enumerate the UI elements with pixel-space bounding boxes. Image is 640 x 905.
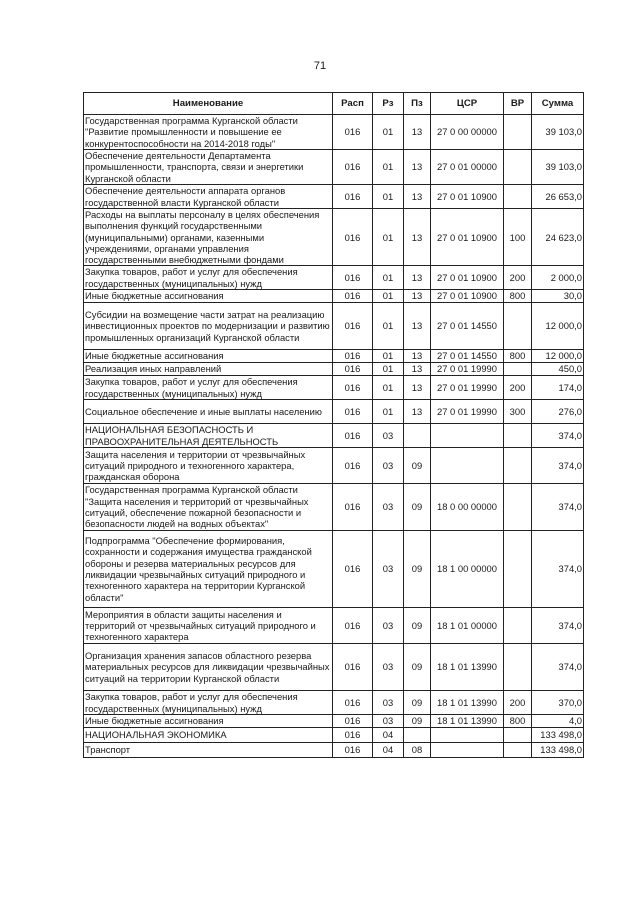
row-csr-cell: 27 0 01 19990 (431, 376, 504, 400)
header-vr: ВР (504, 93, 532, 115)
row-csr-cell: 18 1 01 13990 (431, 715, 504, 728)
row-rz-cell: 01 (373, 290, 404, 303)
row-pz-cell (404, 728, 431, 743)
row-rasp-cell: 016 (333, 376, 373, 400)
row-sum-cell: 12 000,0 (532, 303, 584, 350)
row-vr-cell (504, 424, 532, 448)
row-rasp-cell: 016 (333, 185, 373, 209)
header-rz: Рз (373, 93, 404, 115)
row-vr-cell: 200 (504, 691, 532, 715)
row-sum-cell: 2 000,0 (532, 266, 584, 290)
row-sum-cell: 374,0 (532, 531, 584, 608)
row-csr-cell (431, 728, 504, 743)
row-csr-cell: 27 0 01 00000 (431, 150, 504, 185)
table-row (84, 691, 584, 715)
row-vr-cell (504, 644, 532, 691)
row-pz-cell: 13 (404, 376, 431, 400)
table-row (84, 376, 584, 400)
row-name-cell: Иные бюджетные ассигнования (84, 715, 333, 728)
table-row (84, 484, 584, 531)
row-rasp-cell: 016 (333, 303, 373, 350)
row-sum-cell: 133 498,0 (532, 728, 584, 743)
row-sum-cell: 30,0 (532, 290, 584, 303)
row-rasp-cell: 016 (333, 608, 373, 644)
row-sum-cell: 39 103,0 (532, 115, 584, 150)
row-csr-cell: 18 0 00 00000 (431, 484, 504, 531)
table-row (84, 350, 584, 363)
table-row (84, 363, 584, 376)
row-csr-cell: 27 0 00 00000 (431, 115, 504, 150)
row-vr-cell (504, 448, 532, 484)
row-rz-cell: 01 (373, 376, 404, 400)
row-rasp-cell: 016 (333, 728, 373, 743)
row-pz-cell: 13 (404, 185, 431, 209)
row-rasp-cell: 016 (333, 150, 373, 185)
row-name-cell: Защита населения и территории от чрезвычайных ситуаций природного и техногенного характера, гражданская оборона (84, 448, 333, 484)
row-vr-cell: 800 (504, 290, 532, 303)
row-name-cell: Транспорт (84, 743, 333, 758)
row-vr-cell: 200 (504, 266, 532, 290)
row-rz-cell: 01 (373, 350, 404, 363)
row-pz-cell: 13 (404, 266, 431, 290)
row-name-cell: Подпрограмма "Обеспечение формирования, сохранности и содержания имущества гражданской обороны и резерва материальных ресурсов для ликвидации чрезвычайных ситуаций природного и техногенного характера на территории Курганской области" (84, 531, 333, 608)
row-rz-cell: 01 (373, 363, 404, 376)
row-pz-cell: 09 (404, 715, 431, 728)
table-row (84, 266, 584, 290)
row-rasp-cell: 016 (333, 424, 373, 448)
row-vr-cell: 800 (504, 715, 532, 728)
row-rasp-cell: 016 (333, 531, 373, 608)
row-pz-cell: 09 (404, 448, 431, 484)
page-number: 71 (313, 60, 327, 72)
row-csr-cell (431, 743, 504, 758)
row-pz-cell: 09 (404, 531, 431, 608)
table-row (84, 728, 584, 743)
table-row (84, 209, 584, 266)
row-rz-cell: 04 (373, 743, 404, 758)
table-row (84, 448, 584, 484)
budget-table (83, 92, 584, 758)
row-vr-cell: 200 (504, 376, 532, 400)
table-row (84, 608, 584, 644)
row-rz-cell: 03 (373, 531, 404, 608)
row-rasp-cell: 016 (333, 400, 373, 424)
header-rasp: Расп (333, 93, 373, 115)
table-row (84, 644, 584, 691)
row-name-cell: Закупка товаров, работ и услуг для обеспечения государственных (муниципальных) нужд (84, 266, 333, 290)
row-vr-cell (504, 608, 532, 644)
row-rz-cell: 01 (373, 209, 404, 266)
row-sum-cell: 24 623,0 (532, 209, 584, 266)
row-rasp-cell: 016 (333, 266, 373, 290)
table-row (84, 424, 584, 448)
row-csr-cell: 27 0 01 19990 (431, 400, 504, 424)
row-pz-cell: 13 (404, 209, 431, 266)
row-sum-cell: 374,0 (532, 448, 584, 484)
row-csr-cell: 27 0 01 10900 (431, 290, 504, 303)
row-pz-cell: 13 (404, 350, 431, 363)
row-sum-cell: 39 103,0 (532, 150, 584, 185)
row-sum-cell: 12 000,0 (532, 350, 584, 363)
row-rasp-cell: 016 (333, 644, 373, 691)
row-vr-cell: 100 (504, 209, 532, 266)
row-vr-cell (504, 185, 532, 209)
row-rz-cell: 04 (373, 728, 404, 743)
row-rz-cell: 03 (373, 608, 404, 644)
row-vr-cell: 800 (504, 350, 532, 363)
row-rz-cell: 01 (373, 115, 404, 150)
row-rz-cell: 03 (373, 715, 404, 728)
table-row (84, 400, 584, 424)
row-pz-cell: 09 (404, 608, 431, 644)
row-name-cell: Государственная программа Курганской области "Защита населения и территорий от чрезвычайных ситуаций, обеспечение пожарной безопасности и безопасности людей на водных объектах" (84, 484, 333, 531)
row-pz-cell: 13 (404, 363, 431, 376)
row-name-cell: Расходы на выплаты персоналу в целях обеспечения выполнения функций государственными (муниципальными) органами, казенными учреждениями, органами управления государственными внебюджетными фондами (84, 209, 333, 266)
header-sum: Сумма (532, 93, 584, 115)
row-rz-cell: 01 (373, 400, 404, 424)
header-pz: Пз (404, 93, 431, 115)
row-rz-cell: 03 (373, 424, 404, 448)
row-name-cell: Иные бюджетные ассигнования (84, 350, 333, 363)
row-rasp-cell: 016 (333, 363, 373, 376)
table-row (84, 290, 584, 303)
row-vr-cell (504, 150, 532, 185)
row-csr-cell: 27 0 01 10900 (431, 266, 504, 290)
row-rz-cell: 01 (373, 150, 404, 185)
row-csr-cell: 27 0 01 19990 (431, 363, 504, 376)
row-rasp-cell: 016 (333, 691, 373, 715)
row-pz-cell: 13 (404, 400, 431, 424)
row-name-cell: Социальное обеспечение и иные выплаты населению (84, 400, 333, 424)
row-pz-cell: 13 (404, 303, 431, 350)
row-csr-cell: 27 0 01 14550 (431, 350, 504, 363)
row-rz-cell: 03 (373, 448, 404, 484)
row-vr-cell (504, 484, 532, 531)
row-name-cell: Субсидии на возмещение части затрат на реализацию инвестиционных проектов по модернизации и развитию промышленных организаций Курганской области (84, 303, 333, 350)
row-sum-cell: 450,0 (532, 363, 584, 376)
row-rasp-cell: 016 (333, 715, 373, 728)
row-pz-cell: 13 (404, 115, 431, 150)
row-name-cell: Иные бюджетные ассигнования (84, 290, 333, 303)
row-sum-cell: 4,0 (532, 715, 584, 728)
row-csr-cell (431, 424, 504, 448)
table-row (84, 115, 584, 150)
row-name-cell: Закупка товаров, работ и услуг для обеспечения государственных (муниципальных) нужд (84, 376, 333, 400)
row-rz-cell: 03 (373, 644, 404, 691)
row-rz-cell: 01 (373, 185, 404, 209)
row-vr-cell (504, 531, 532, 608)
row-pz-cell: 09 (404, 644, 431, 691)
row-pz-cell: 09 (404, 484, 431, 531)
row-name-cell: Мероприятия в области защиты населения и территорий от чрезвычайных ситуаций природного и техногенного характера (84, 608, 333, 644)
row-name-cell: Государственная программа Курганской области "Развитие промышленности и повышение ее конкурентоспособности на 2014-2018 годы" (84, 115, 333, 150)
row-vr-cell: 300 (504, 400, 532, 424)
row-rz-cell: 01 (373, 303, 404, 350)
row-pz-cell: 13 (404, 150, 431, 185)
row-sum-cell: 370,0 (532, 691, 584, 715)
row-name-cell: Обеспечение деятельности Департамента промышленности, транспорта, связи и энергетики Курганской области (84, 150, 333, 185)
row-rz-cell: 03 (373, 691, 404, 715)
row-csr-cell: 18 1 01 13990 (431, 691, 504, 715)
row-csr-cell: 18 1 01 00000 (431, 608, 504, 644)
header-name: Наименование (84, 93, 333, 115)
row-rz-cell: 03 (373, 484, 404, 531)
row-sum-cell: 26 653,0 (532, 185, 584, 209)
row-vr-cell (504, 303, 532, 350)
row-rasp-cell: 016 (333, 350, 373, 363)
row-sum-cell: 374,0 (532, 484, 584, 531)
table-row (84, 185, 584, 209)
row-vr-cell (504, 743, 532, 758)
row-sum-cell: 374,0 (532, 424, 584, 448)
row-rasp-cell: 016 (333, 209, 373, 266)
row-name-cell: Реализация иных направлений (84, 363, 333, 376)
row-csr-cell: 27 0 01 10900 (431, 185, 504, 209)
row-csr-cell: 27 0 01 14550 (431, 303, 504, 350)
table-row (84, 303, 584, 350)
table-row (84, 743, 584, 758)
row-name-cell: Обеспечение деятельности аппарата органов государственной власти Курганской области (84, 185, 333, 209)
table-body (84, 115, 584, 758)
row-sum-cell: 174,0 (532, 376, 584, 400)
row-name-cell: НАЦИОНАЛЬНАЯ БЕЗОПАСНОСТЬ И ПРАВООХРАНИТЕЛЬНАЯ ДЕЯТЕЛЬНОСТЬ (84, 424, 333, 448)
row-rasp-cell: 016 (333, 290, 373, 303)
row-vr-cell (504, 115, 532, 150)
row-sum-cell: 133 498,0 (532, 743, 584, 758)
table-row (84, 531, 584, 608)
row-csr-cell: 18 1 01 13990 (431, 644, 504, 691)
table-row (84, 150, 584, 185)
table-header-row (84, 93, 584, 115)
row-name-cell: НАЦИОНАЛЬНАЯ ЭКОНОМИКА (84, 728, 333, 743)
row-pz-cell: 08 (404, 743, 431, 758)
row-name-cell: Организация хранения запасов областного резерва материальных ресурсов для ликвидации чрезвычайных ситуаций на территории Курганской области (84, 644, 333, 691)
row-vr-cell (504, 728, 532, 743)
row-sum-cell: 374,0 (532, 608, 584, 644)
table-row (84, 715, 584, 728)
row-sum-cell: 276,0 (532, 400, 584, 424)
row-csr-cell: 27 0 01 10900 (431, 209, 504, 266)
row-csr-cell: 18 1 00 00000 (431, 531, 504, 608)
row-pz-cell: 09 (404, 691, 431, 715)
row-rasp-cell: 016 (333, 484, 373, 531)
row-rasp-cell: 016 (333, 115, 373, 150)
row-pz-cell (404, 424, 431, 448)
row-name-cell: Закупка товаров, работ и услуг для обеспечения государственных (муниципальных) нужд (84, 691, 333, 715)
row-rasp-cell: 016 (333, 743, 373, 758)
row-rasp-cell: 016 (333, 448, 373, 484)
row-rz-cell: 01 (373, 266, 404, 290)
row-pz-cell: 13 (404, 290, 431, 303)
row-csr-cell (431, 448, 504, 484)
row-vr-cell (504, 363, 532, 376)
row-sum-cell: 374,0 (532, 644, 584, 691)
header-csr: ЦСР (431, 93, 504, 115)
